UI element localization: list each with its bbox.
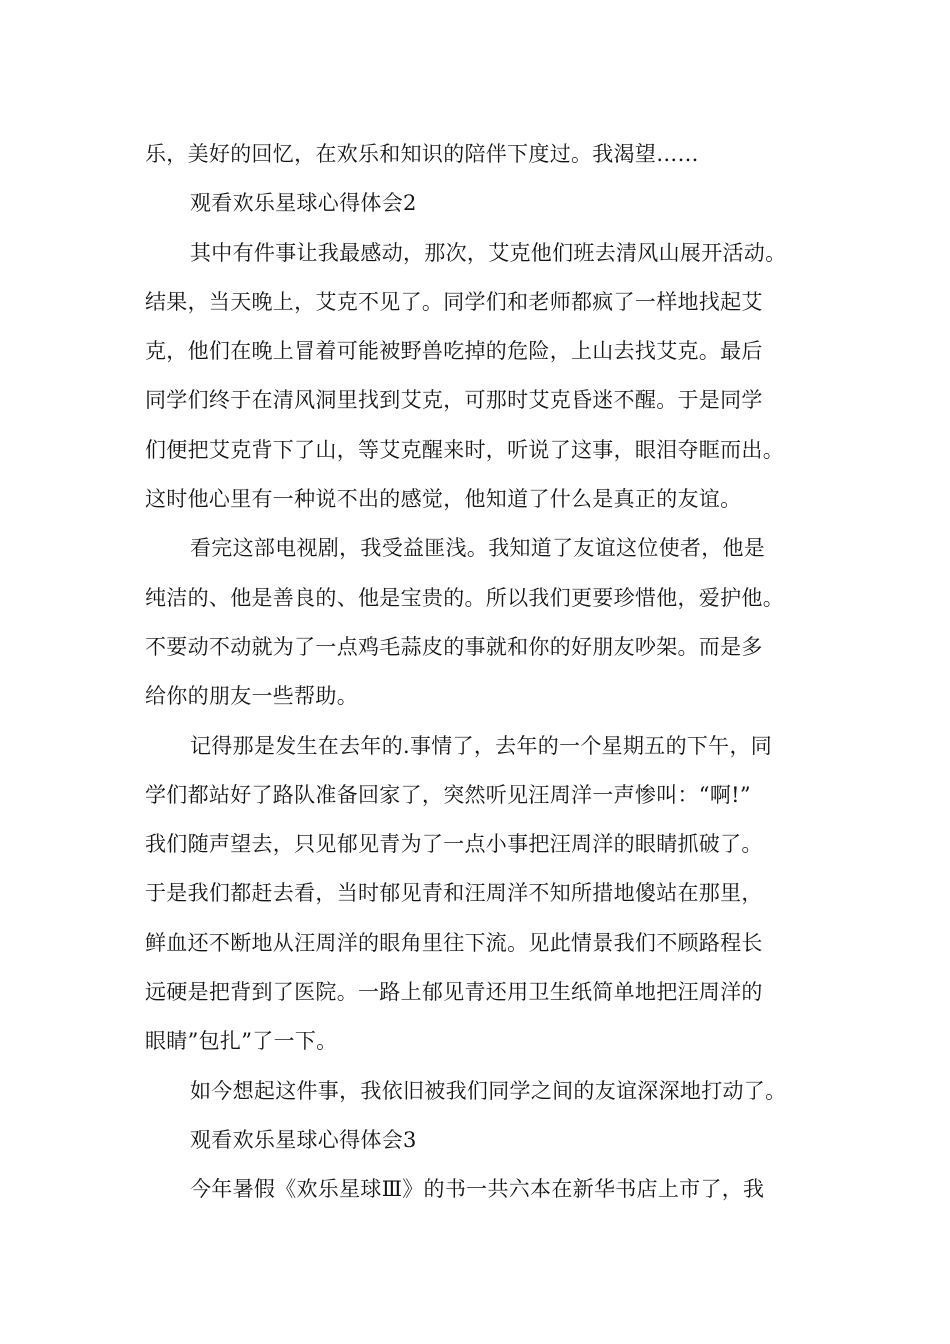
text-line: 鲜血还不断地从汪周洋的眼角里往下流。见此情景我们不顾路程长 — [145, 930, 763, 955]
text-line: 克，他们在晚上冒着可能被野兽吃掉的危险，上山去找艾克。最后 — [145, 339, 763, 364]
text-line: 们便把艾克背下了山，等艾克醒来时，听说了这事，眼泪夺眶而出。 — [145, 437, 784, 462]
text-line: 学们都站好了路队准备回家了，突然听见汪周洋一声惨叫：“啊!” — [145, 782, 751, 807]
text-line: 乐，美好的回忆，在欢乐和知识的陪伴下度过。我渴望…… — [145, 142, 699, 166]
text-line: 不要动不动就为了一点鸡毛蒜皮的事就和你的好朋友吵架。而是多 — [145, 634, 763, 659]
text-line: 结果，当天晚上，艾克不见了。同学们和老师都疯了一样地找起艾 — [145, 289, 763, 314]
text-line: 远硬是把背到了医院。一路上郁见青还用卫生纸简单地把汪周洋的 — [145, 980, 763, 1005]
text-line: 记得那是发生在去年的.事情了，去年的一个星期五的下午，同 — [190, 733, 773, 758]
text-line: 眼睛”包扎”了一下。 — [145, 1029, 338, 1054]
text-line: 给你的朋友一些帮助。 — [145, 684, 358, 709]
text-line: 看完这部电视剧，我受益匪浅。我知道了友谊这位使者，他是 — [190, 536, 766, 561]
text-line: 如今想起这件事，我依旧被我们同学之间的友谊深深地打动了。 — [190, 1078, 787, 1103]
text-line: 我们随声望去，只见郁见青为了一点小事把汪周洋的眼睛抓破了。 — [145, 832, 763, 857]
text-line: 其中有件事让我最感动，那次，艾克他们班去清风山展开活动。 — [190, 240, 787, 265]
text-line: 今年暑假《欢乐星球Ⅲ》的书一共六本在新华书店上市了，我 — [190, 1177, 765, 1202]
text-line: 于是我们都赶去看，当时郁见青和汪周洋不知所措地傻站在那里， — [145, 881, 763, 906]
section-heading: 观看欢乐星球心得体会3 — [190, 1127, 417, 1152]
text-line: 纯洁的、他是善良的、他是宝贵的。所以我们更要珍惜他，爱护他。 — [145, 585, 784, 610]
section-heading: 观看欢乐星球心得体会2 — [190, 191, 417, 216]
text-line: 这时他心里有一种说不出的感觉，他知道了什么是真正的友谊。 — [145, 487, 742, 512]
text-line: 同学们终于在清风洞里找到艾克，可那时艾克昏迷不醒。于是同学 — [145, 388, 763, 413]
document-body — [145, 130, 825, 1215]
